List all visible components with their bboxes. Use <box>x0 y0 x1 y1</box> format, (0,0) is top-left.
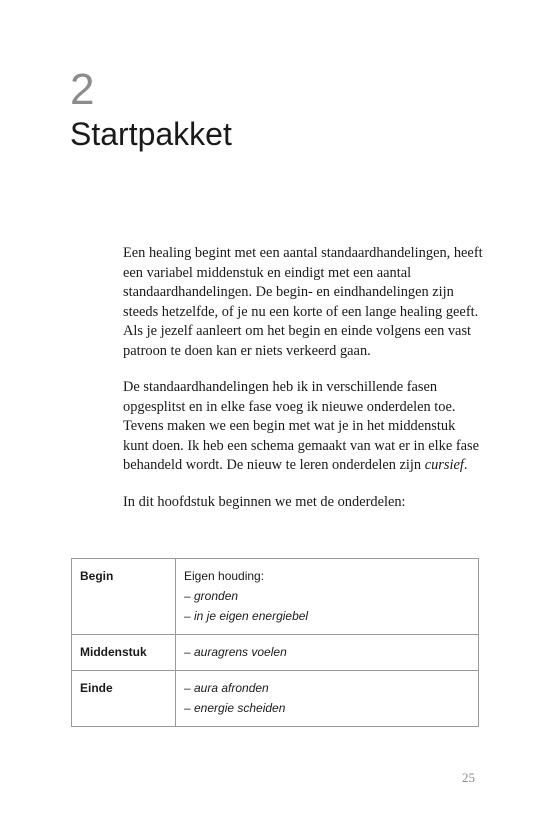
chapter-number: 2 <box>70 65 95 114</box>
row-label: Begin <box>72 559 176 635</box>
list-item: – aura afronden <box>184 681 269 695</box>
phase-table <box>71 558 479 727</box>
list-item: – gronden <box>184 589 239 603</box>
paragraph-2-italic: cursief <box>424 457 464 473</box>
row-content <box>176 671 479 727</box>
paragraph-1: Een healing begint met een aantal standaardhandelingen, heeft een variabel middenstuk en eindigt met een aantal standaardhandelingen. De begin- en eindhandelingen zijn steeds hetzelfde, of je nu een korte of een lange healing geeft. Als je jezelf aanleert om het begin en einde volgens een vast patroon te doen kan er niets verkeerd gaan. <box>123 245 483 359</box>
body-text <box>123 244 483 529</box>
row-intro: Eigen houding: <box>184 569 265 583</box>
list-item: – energie scheiden <box>184 701 286 715</box>
chapter-title: Startpakket <box>70 116 232 152</box>
paragraph-3: In dit hoofdstuk beginnen we met de onderdelen: <box>123 493 406 510</box>
table-row <box>72 559 479 635</box>
table-row <box>72 635 479 671</box>
list-item: – auragrens voelen <box>184 645 287 659</box>
paragraph-2-end: . <box>463 457 468 473</box>
table-row <box>72 671 479 727</box>
paragraph-2-main: De standaardhandelingen heb ik in verschillende fasen opgesplitst en in elke fase voeg ik nieuwe onderdelen toe. Tevens maken we een begin met wat je in het middenstuk kunt doen. Ik heb een schema gemaakt van wat er in elke fase behandeld wordt. De nieuw te leren onderdelen zijn <box>123 379 480 473</box>
list-item: – in je eigen energiebel <box>184 609 309 623</box>
page-number: 25 <box>462 770 475 785</box>
row-label: Einde <box>72 671 176 727</box>
row-content <box>176 559 479 635</box>
row-label: Middenstuk <box>72 635 176 671</box>
row-content <box>176 635 479 671</box>
paragraph-2 <box>123 378 483 476</box>
